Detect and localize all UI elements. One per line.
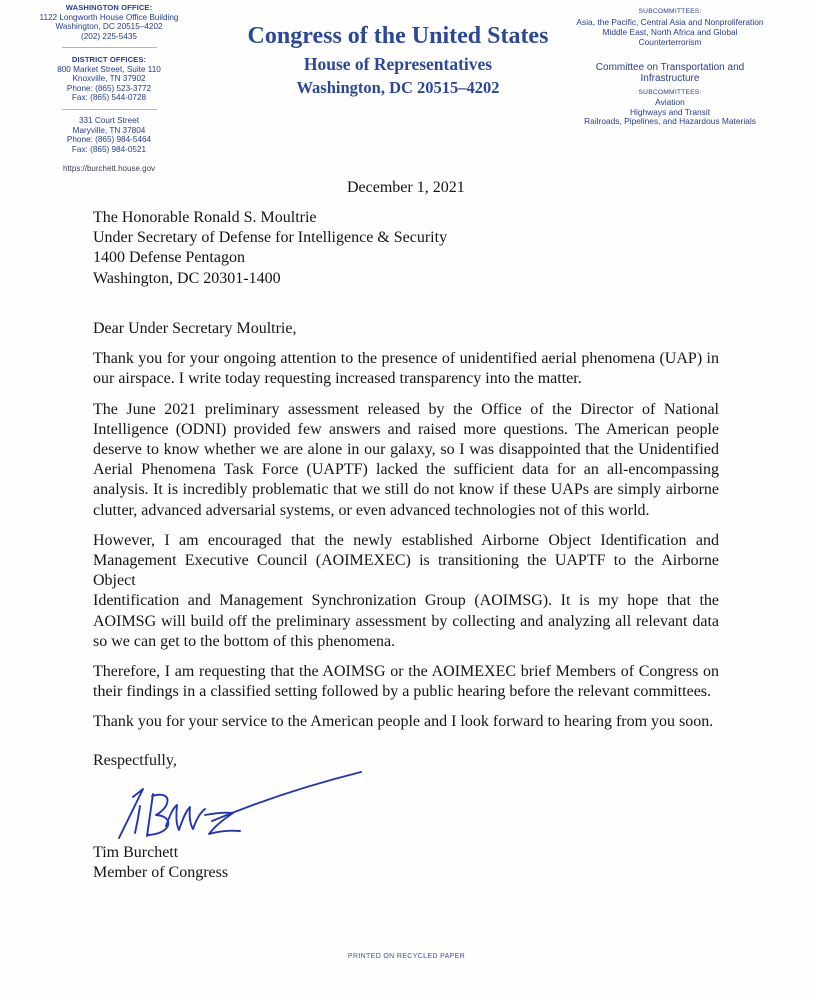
washington-office-line: Washington, DC 20515–4202 [55, 22, 163, 32]
paragraph-line: Thank you for your ongoing attention to the presence of unidentified aerial phenomena (UAP) in [93, 350, 719, 368]
signature [110, 762, 370, 847]
recipient-address [93, 208, 719, 289]
subcommittee-line: Asia, the Pacific, Central Asia and Nonproliferation [576, 17, 764, 27]
paragraph-line: Identification and Management Synchronization Group (AOIMSG). It is my hope that the [93, 592, 719, 610]
recipient-line: Washington, DC 20301-1400 [93, 269, 281, 287]
signer-name: Tim Burchett [93, 844, 179, 861]
body-paragraph [93, 531, 719, 652]
masthead-address: Washington, DC 20515–4202 [296, 78, 500, 97]
district-offices-block [29, 55, 189, 103]
washington-office-line: (202) 225-5435 [81, 32, 137, 42]
masthead-chamber: House of Representatives [303, 54, 493, 74]
committee-name-line: Infrastructure [640, 72, 700, 84]
washington-office-block [29, 3, 189, 42]
letterhead-divider [62, 47, 157, 48]
body-paragraph [93, 712, 719, 732]
paragraph-line: AOIMSG will build off the preliminary assessment by collecting and analyzing all relevant data [93, 612, 719, 630]
paragraph-line: clutter, advanced adversarial systems, or even advanced technologies not of this world. [93, 501, 650, 519]
body-paragraph [93, 662, 719, 702]
letter-body [93, 208, 719, 733]
committee-name-line: Committee on Transportation and [595, 62, 745, 73]
letter-date: December 1, 2021 [347, 179, 465, 196]
paragraph-line: The June 2021 preliminary assessment released by the Office of the Director of National [93, 400, 719, 418]
committee-name [555, 63, 785, 84]
paragraph-line: Intelligence (ODNI) provided few answers and raised more questions. The American people [93, 420, 719, 438]
recipient-line: 1400 Defense Pentagon [93, 249, 245, 267]
district-office-line: Knoxville, TN 37902 [72, 74, 146, 84]
paragraph-line: However, I am encouraged that the newly established Airborne Object Identification and [93, 531, 719, 549]
subcommittee-line: Aviation [655, 96, 685, 107]
washington-office-heading: WASHINGTON OFFICE: [65, 3, 153, 12]
masthead-title: Congress of the United States [247, 23, 549, 49]
signer-title: Member of Congress [93, 864, 229, 881]
paragraph-line: deserve to know whether we are alone in our galaxy, so I was disappointed that the Unidentified [93, 441, 719, 459]
district-office-line: Fax: (865) 544-0728 [71, 93, 147, 103]
district-office-line: 331 Court Street [78, 116, 140, 125]
subcommittees-label: SUBCOMMITTEES: [638, 8, 702, 15]
subcommittees-label: SUBCOMMITTEES: [638, 89, 702, 96]
paragraph-line: Management Executive Council (AOIMEXEC) is transitioning the UAPTF to the Airborne Object [93, 552, 719, 590]
website-url: https://burchett.house.gov [62, 164, 156, 173]
district-offices-heading: DISTRICT OFFICES: [71, 55, 147, 64]
subcommittee-line: Highways and Transit [629, 106, 711, 117]
paragraph-line: Aerial Phenomena Task Force (UAPTF) lacked the sufficient data for an all-encompassing [93, 461, 719, 479]
paragraph-line: our airspace. I write today requesting increased transparency into the matter. [93, 370, 582, 388]
closing: Respectfully, [93, 752, 177, 769]
district-office-line: 800 Market Street, Suite 110 [57, 64, 161, 74]
recipient-line: Under Secretary of Defense for Intelligence & Security [93, 229, 448, 247]
body-paragraph [93, 349, 719, 389]
paragraph-line: Therefore, I am requesting that the AOIMSG or the AOIMEXEC brief Members of Congress on [93, 663, 719, 681]
subcommittee-line: Railroads, Pipelines, and Hazardous Materials [584, 116, 756, 127]
salutation: Dear Under Secretary Moultrie, [93, 320, 297, 337]
paragraph-line: so we can get to the bottom of this phenomena. [93, 632, 396, 650]
committee-block [555, 7, 785, 47]
letterhead-divider [62, 109, 157, 110]
paragraph-line: analysis. It is incredibly problematic that we still do not know if these UAPs are simply airborne [93, 481, 719, 499]
paragraph-line: Thank you for your service to the American people and I look forward to hearing from you soon. [93, 713, 714, 731]
paragraph-line: their findings in a classified setting followed by a public hearing before the relevant committees. [93, 683, 712, 701]
district-office-line: Phone: (865) 523-3772 [66, 83, 152, 93]
subcommittee-line: Middle East, North Africa and Global [602, 27, 738, 37]
district-office-block [29, 116, 189, 155]
recipient-line: The Honorable Ronald S. Moultrie [93, 209, 317, 226]
district-office-line: Fax: (865) 984-0521 [71, 145, 147, 155]
body-paragraph [93, 400, 719, 521]
subcommittee-line: Counterterrorism [638, 37, 702, 47]
district-office-line: Maryville, TN 37804 [72, 125, 146, 135]
committee-block [555, 88, 785, 127]
washington-office-line: 1122 Longworth House Office Building [39, 12, 179, 22]
recycled-paper-note: PRINTED ON RECYCLED PAPER [347, 953, 466, 960]
district-office-line: Phone: (865) 984-5464 [66, 135, 152, 145]
